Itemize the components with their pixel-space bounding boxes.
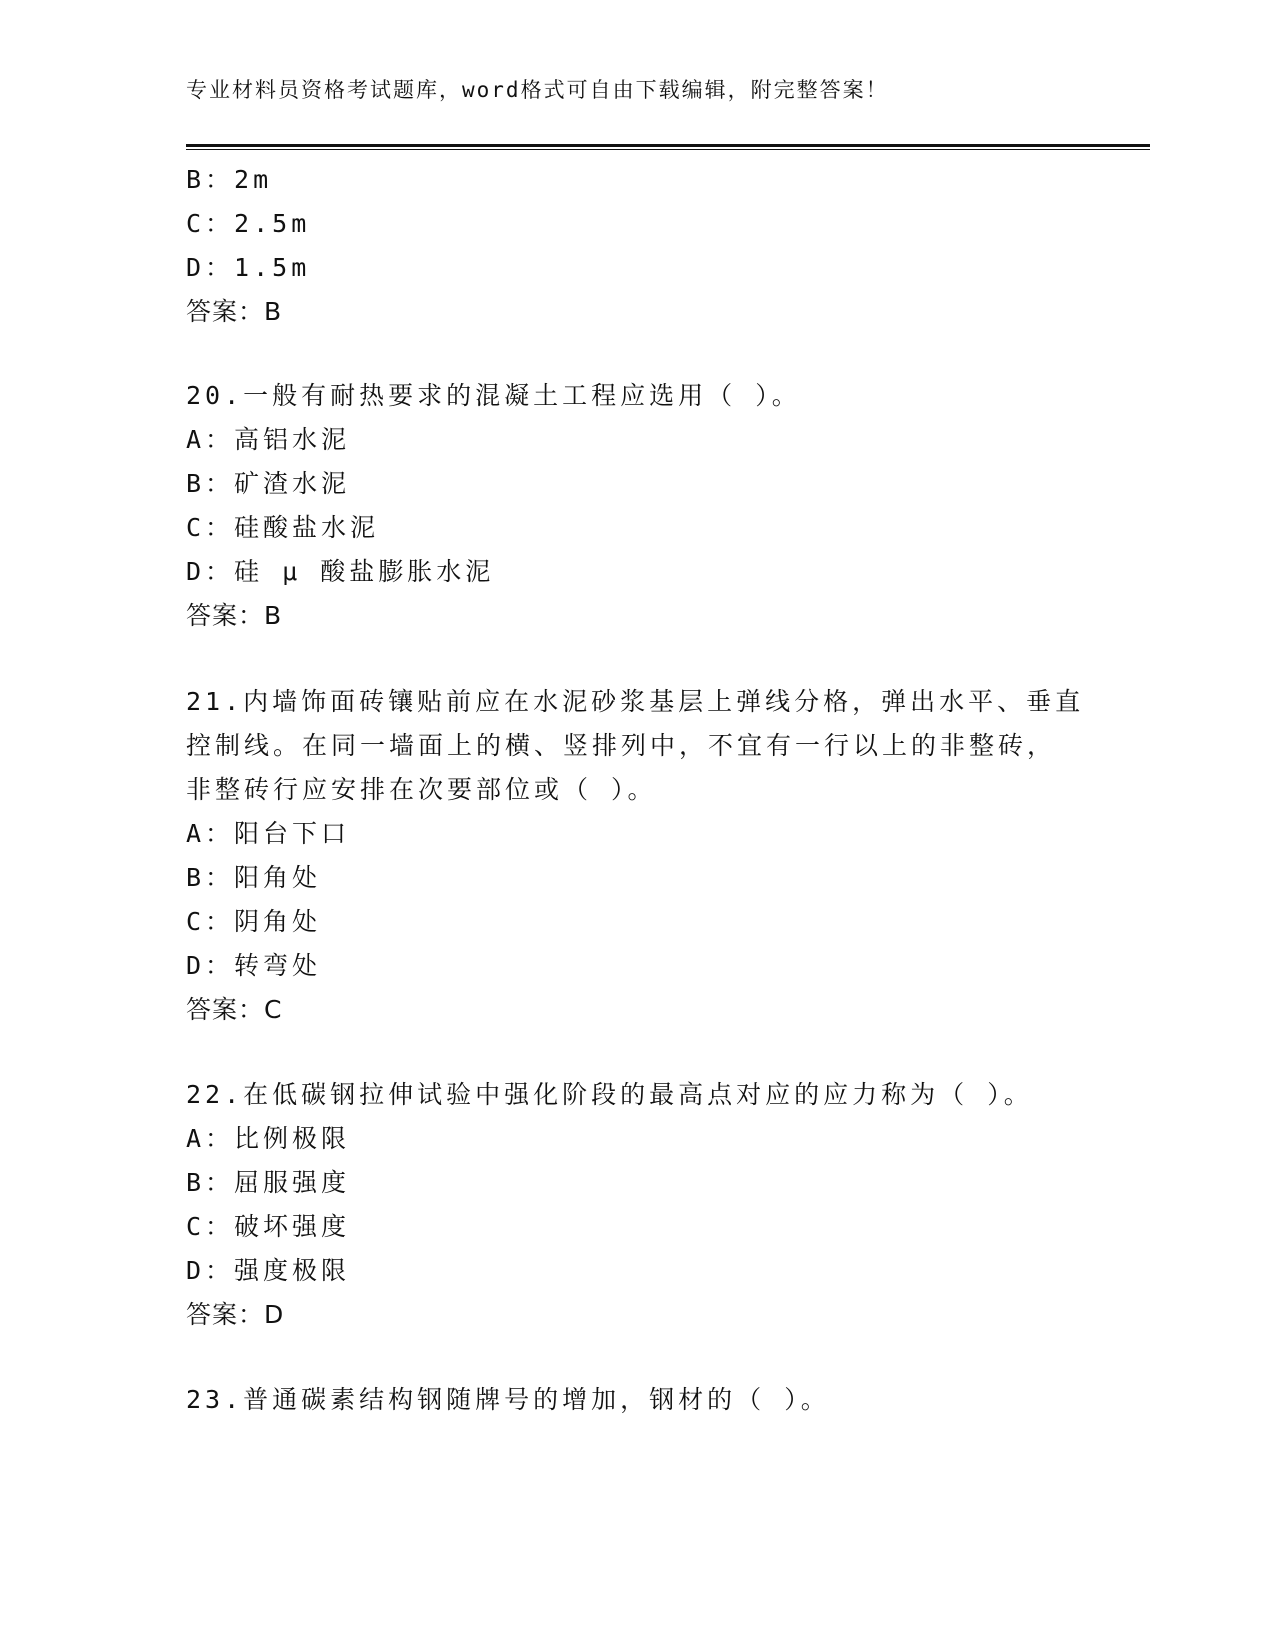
page-header: 专业材料员资格考试题库，word格式可自由下载编辑，附完整答案！ [186,78,889,102]
question-23-stem: 23.普通碳素结构钢随牌号的增加，钢材的（ ）。 [186,1385,830,1414]
option-b: B：矿渣水泥 [186,469,351,498]
option-b: B：2m [186,165,273,194]
option-d: D：1.5m [186,253,311,282]
question-20-stem: 20.一般有耐热要求的混凝土工程应选用（ ）。 [186,381,801,410]
option-a: A：高铝水泥 [186,425,351,454]
question-22-stem: 22.在低碳钢拉伸试验中强化阶段的最高点对应的应力称为（ ）。 [186,1080,1033,1109]
option-d: D：硅 μ 酸盐膨胀水泥 [186,557,495,586]
answer: 答案：D [186,1300,285,1329]
answer: 答案：B [186,601,283,630]
option-c: C：2.5m [186,209,311,238]
option-a: A：阳台下口 [186,819,351,848]
option-d: D：强度极限 [186,1256,351,1285]
option-b: B：屈服强度 [186,1168,351,1197]
option-d: D：转弯处 [186,951,322,980]
header-divider [186,144,1150,150]
question-21-stem-line-1: 21.内墙饰面砖镶贴前应在水泥砂浆基层上弹线分格，弹出水平、垂直 [186,687,1085,716]
answer: 答案：B [186,297,283,326]
question-21-stem-line-2: 控制线。在同一墙面上的横、竖排列中，不宜有一行以上的非整砖， [186,731,1057,760]
question-21-stem-line-3: 非整砖行应安排在次要部位或（ ）。 [186,775,657,804]
option-c: C：阴角处 [186,907,322,936]
answer: 答案：C [186,995,283,1024]
option-a: A：比例极限 [186,1124,351,1153]
option-c: C：破坏强度 [186,1212,351,1241]
option-b: B：阳角处 [186,863,322,892]
option-c: C：硅酸盐水泥 [186,513,380,542]
